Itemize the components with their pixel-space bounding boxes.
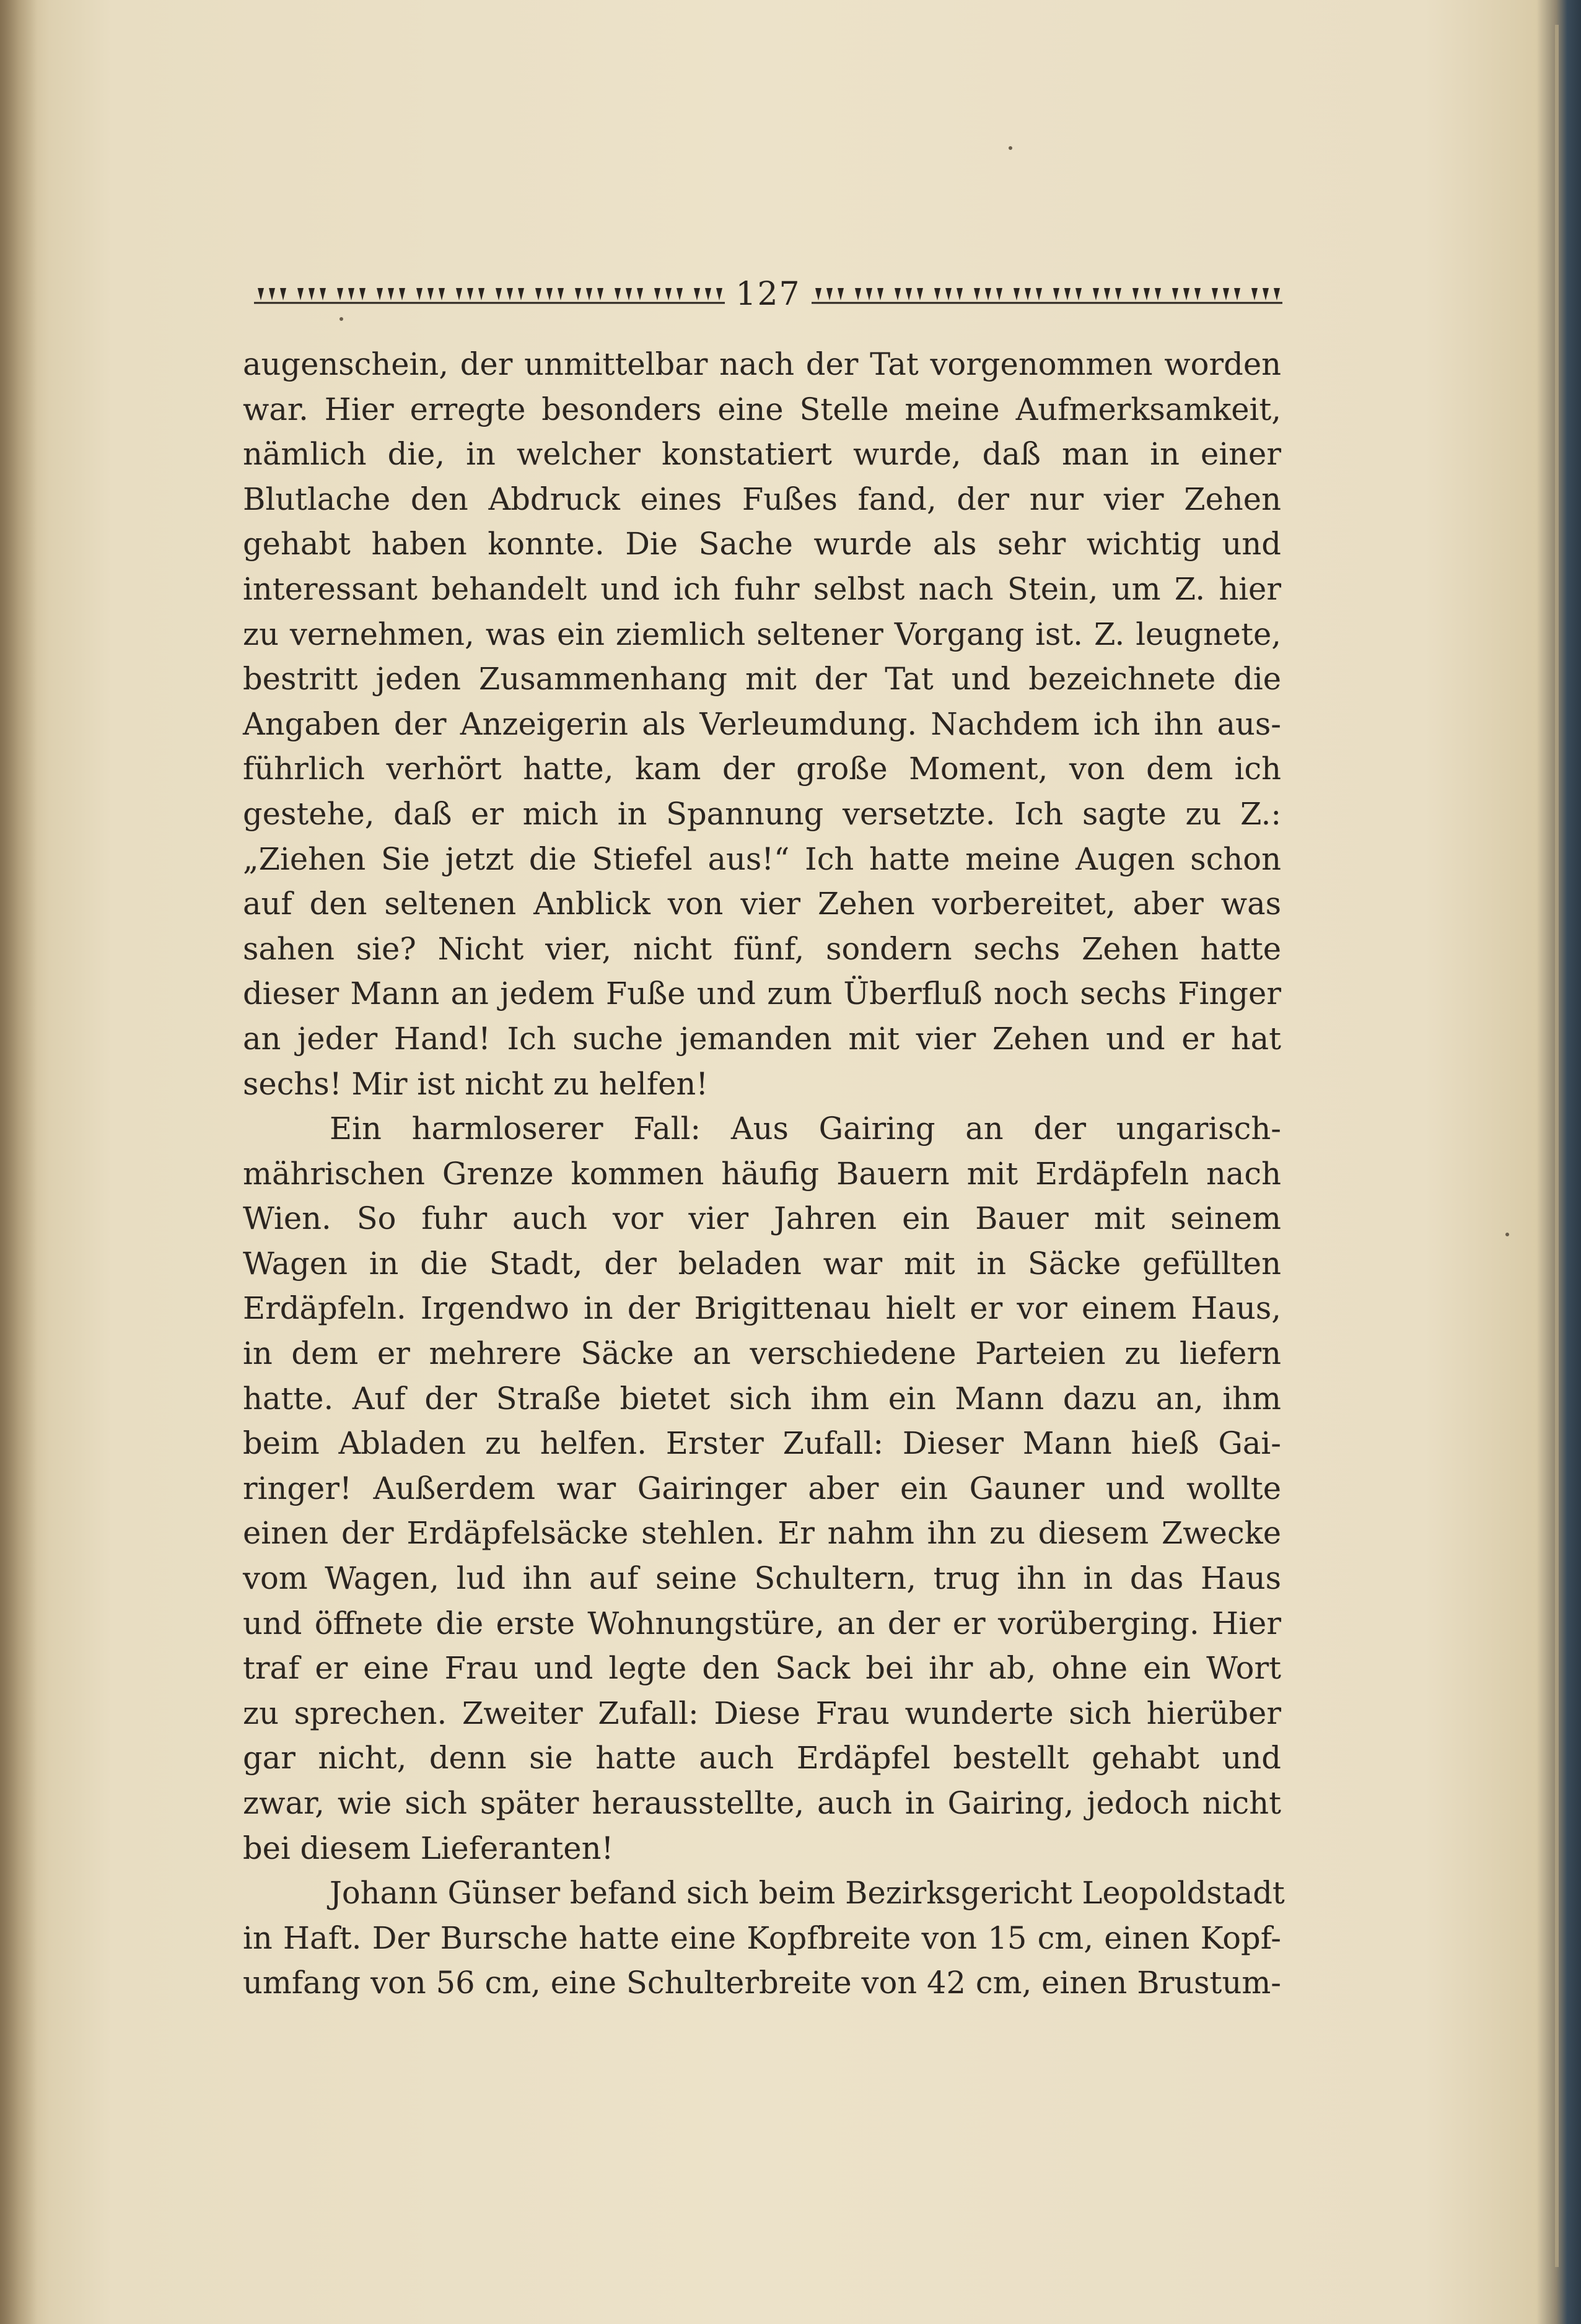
spine-shadow (0, 0, 37, 2324)
ornament-icon (812, 283, 1282, 305)
text-line: war. Hier erregte besonders eine Stelle meine Aufmerksamkeit, (243, 391, 1281, 427)
text-line: Wien. So fuhr auch vor vier Jahren ein Bauer mit seinem (243, 1200, 1281, 1237)
text-line: dieser Mann an jedem Fuße und zum Überfluß noch sechs Finger (243, 976, 1281, 1012)
text-line: auf den seltenen Anblick von vier Zehen vorbereitet, aber was (243, 886, 1281, 922)
text-line: bestritt jeden Zusammenhang mit der Tat und bezeichnete die (243, 661, 1281, 697)
text-line: Angaben der Anzeigerin als Verleumdung. Nachdem ich ihn aus- (243, 706, 1281, 742)
running-head (254, 273, 1282, 316)
text-line: vom Wagen, lud ihn auf seine Schultern, trug ihn in das Haus (243, 1560, 1281, 1597)
body-text (243, 342, 1285, 2006)
page-number: 127 (735, 276, 801, 313)
text-line: zwar, wie sich später herausstellte, auch in Gairing, jedoch nicht (243, 1785, 1281, 1821)
text-line: hatte. Auf der Straße bietet sich ihm ein Mann dazu an, ihm (243, 1380, 1281, 1417)
speck (1505, 1233, 1509, 1236)
text-line: Erdäpfeln. Irgendwo in der Brigittenau hielt er vor einem Haus, (243, 1290, 1281, 1327)
speck (339, 317, 343, 321)
text-line: augenschein, der unmittelbar nach der Tat vorgenommen worden (243, 346, 1281, 382)
text-line: nämlich die, in welcher konstatiert wurde, daß man in einer (243, 436, 1281, 473)
text-line: „Ziehen Sie jetzt die Stiefel aus!“ Ich hatte meine Augen schon (243, 841, 1281, 877)
text-line: mährischen Grenze kommen häufig Bauern mit Erdäpfeln nach (243, 1155, 1281, 1192)
speck (1009, 146, 1012, 150)
text-line: in Haft. Der Bursche hatte eine Kopfbreite von 15 cm, einen Kopf- (243, 1920, 1281, 1956)
ornament-icon (254, 283, 725, 305)
text-line: und öffnete die erste Wohnungstüre, an der er vorüberging. Hier (243, 1605, 1281, 1641)
text-line: zu vernehmen, was ein ziemlich seltener Vorgang ist. Z. leugnete, (243, 616, 1281, 652)
text-line: gehabt haben konnte. Die Sache wurde als sehr wichtig und (243, 526, 1281, 562)
text-line: gar nicht, denn sie hatte auch Erdäpfel bestellt gehabt und (243, 1740, 1281, 1776)
text-line: in dem er mehrere Säcke an verschiedene Parteien zu liefern (243, 1335, 1281, 1372)
text-line: sechs! Mir ist nicht zu helfen! (243, 1065, 709, 1102)
text-line: ringer! Außerdem war Gairinger aber ein Gauner und wollte (243, 1470, 1281, 1506)
text-line: beim Abladen zu helfen. Erster Zufall: Dieser Mann hieß Gai- (243, 1425, 1281, 1462)
text-line: umfang von 56 cm, eine Schulterbreite von 42 cm, einen Brustum- (243, 1965, 1281, 2001)
text-line: an jeder Hand! Ich suche jemanden mit vier Zehen und er hat (243, 1020, 1281, 1057)
text-line: Johann Günser befand sich beim Bezirksgericht Leopoldstadt (330, 1875, 1285, 1911)
text-line: Ein harmloserer Fall: Aus Gairing an der ungarisch- (330, 1111, 1281, 1147)
text-line: führlich verhört hatte, kam der große Moment, von dem ich (243, 751, 1281, 787)
text-line: einen der Erdäpfelsäcke stehlen. Er nahm ihn zu diesem Zwecke (243, 1515, 1281, 1552)
text-line: Wagen in die Stadt, der beladen war mit in Säcke gefüllten (243, 1245, 1281, 1282)
text-line: traf er eine Frau und legte den Sack bei ihr ab, ohne ein Wort (243, 1650, 1281, 1687)
text-line: sahen sie? Nicht vier, nicht fünf, sondern sechs Zehen hatte (243, 930, 1281, 967)
text-line: bei diesem Lieferanten! (243, 1830, 614, 1866)
text-line: interessant behandelt und ich fuhr selbst nach Stein, um Z. hier (243, 570, 1281, 607)
text-line: gestehe, daß er mich in Spannung versetzte. Ich sagte zu Z.: (243, 795, 1281, 832)
text-line: Blutlache den Abdruck eines Fußes fand, der nur vier Zehen (243, 481, 1281, 517)
text-line: zu sprechen. Zweiter Zufall: Diese Frau wunderte sich hierüber (243, 1695, 1281, 1731)
page-edge (1555, 25, 1559, 2267)
